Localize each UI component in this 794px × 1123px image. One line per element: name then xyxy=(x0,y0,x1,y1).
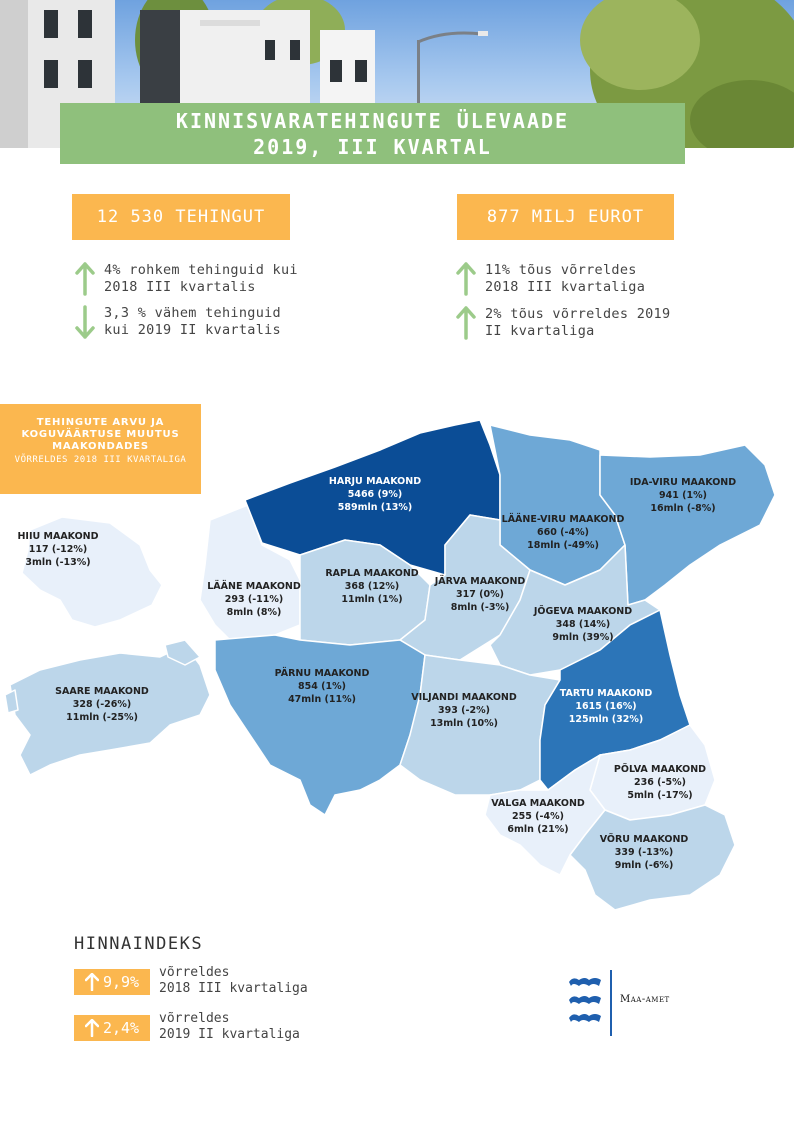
price-index-badge-2 xyxy=(74,1015,150,1041)
arrow-up-icon xyxy=(85,1019,99,1037)
arrow-up-icon xyxy=(85,973,99,991)
transactions-change-2 xyxy=(74,305,314,339)
maa-amet-logo xyxy=(565,970,705,1036)
county-label-harju: HARJU MAAKOND 5466 (9%) 589mln (13%) xyxy=(328,476,422,513)
logo-name: Maa-amet xyxy=(620,994,670,1005)
county-label-rapla: RAPLA MAAKOND 368 (12%) 11mln (1%) xyxy=(325,568,419,605)
county-label-saare: SAARE MAAKOND 328 (-26%) 11mln (-25%) xyxy=(55,686,149,723)
arrow-up-icon xyxy=(455,262,477,296)
transactions-total-badge xyxy=(72,194,290,240)
value-change-1 xyxy=(455,262,675,296)
county-label-valga: VALGA MAAKOND 255 (-4%) 6mln (21%) xyxy=(491,798,585,835)
transactions-change-1-text: 4% rohkem tehinguid kui 2018 III kvartalis xyxy=(104,262,298,295)
county-label-ida-viru: IDA-VIRU MAAKOND 941 (1%) 16mln (-8%) xyxy=(629,477,737,514)
title-line-1: KINNISVARATEHINGUTE ÜLEVAADE xyxy=(175,109,570,133)
map-legend-subtitle: VÕRRELDES 2018 III KVARTALIGA xyxy=(14,455,187,465)
value-total-label: 877 MILJ EUROT xyxy=(486,207,645,227)
county-label-tartu: TARTU MAAKOND 1615 (16%) 125mln (32%) xyxy=(559,688,653,725)
county-label-hiiu: HIIU MAAKOND 117 (-12%) 3mln (-13%) xyxy=(17,531,99,568)
price-index-value-2: 2,4% xyxy=(102,1019,140,1037)
county-label-jarva: JÄRVA MAAKOND 317 (0%) 8mln (-3%) xyxy=(434,576,526,613)
logo-divider xyxy=(610,970,612,1036)
arrow-up-icon xyxy=(455,306,477,340)
county-label-laane-viru: LÄÄNE-VIRU MAAKOND 660 (-4%) 18mln (-49%) xyxy=(501,514,625,551)
price-index-title: HINNAINDEKS xyxy=(74,934,204,954)
map-legend xyxy=(0,404,201,494)
county-label-laane: LÄÄNE MAAKOND 293 (-11%) 8mln (8%) xyxy=(207,581,301,618)
map-legend-title: TEHINGUTE ARVU JA KOGUVÄÄRTUSE MUUTUS MAAKONDADES xyxy=(21,417,180,452)
page-title xyxy=(60,103,685,164)
transactions-change-1 xyxy=(74,262,314,296)
transactions-total-label: 12 530 TEHINGUT xyxy=(96,207,266,227)
price-index-text-1: võrreldes 2018 III kvartaliga xyxy=(159,965,308,996)
price-index-badge-1 xyxy=(74,969,150,995)
county-label-parnu: PÄRNU MAAKOND 854 (1%) 47mln (11%) xyxy=(274,668,370,705)
coat-of-arms-icon xyxy=(565,970,609,1036)
county-label-jogeva: JÕGEVA MAAKOND 348 (14%) 9mln (39%) xyxy=(533,606,633,643)
county-shape-parnu xyxy=(215,635,425,815)
arrow-up-icon xyxy=(74,262,96,296)
county-label-viljandi: VILJANDI MAAKOND 393 (-2%) 13mln (10%) xyxy=(411,692,517,729)
title-line-2: 2019, III KVARTAL xyxy=(253,135,492,159)
county-label-voru: VÕRU MAAKOND 339 (-13%) 9mln (-6%) xyxy=(599,834,689,871)
value-total-badge xyxy=(457,194,674,240)
price-index-value-1: 9,9% xyxy=(102,973,140,991)
price-index-text-2: võrreldes 2019 II kvartaliga xyxy=(159,1011,300,1042)
arrow-down-icon xyxy=(74,305,96,339)
county-label-polva: PÕLVA MAAKOND 236 (-5%) 5mln (-17%) xyxy=(613,764,707,801)
transactions-change-2-text: 3,3 % vähem tehinguid kui 2019 II kvartalis xyxy=(104,305,281,338)
value-change-2 xyxy=(455,306,675,340)
value-change-1-text: 11% tõus võrreldes 2018 III kvartaliga xyxy=(485,262,646,295)
value-change-2-text: 2% tõus võrreldes 2019 II kvartaliga xyxy=(485,306,671,339)
